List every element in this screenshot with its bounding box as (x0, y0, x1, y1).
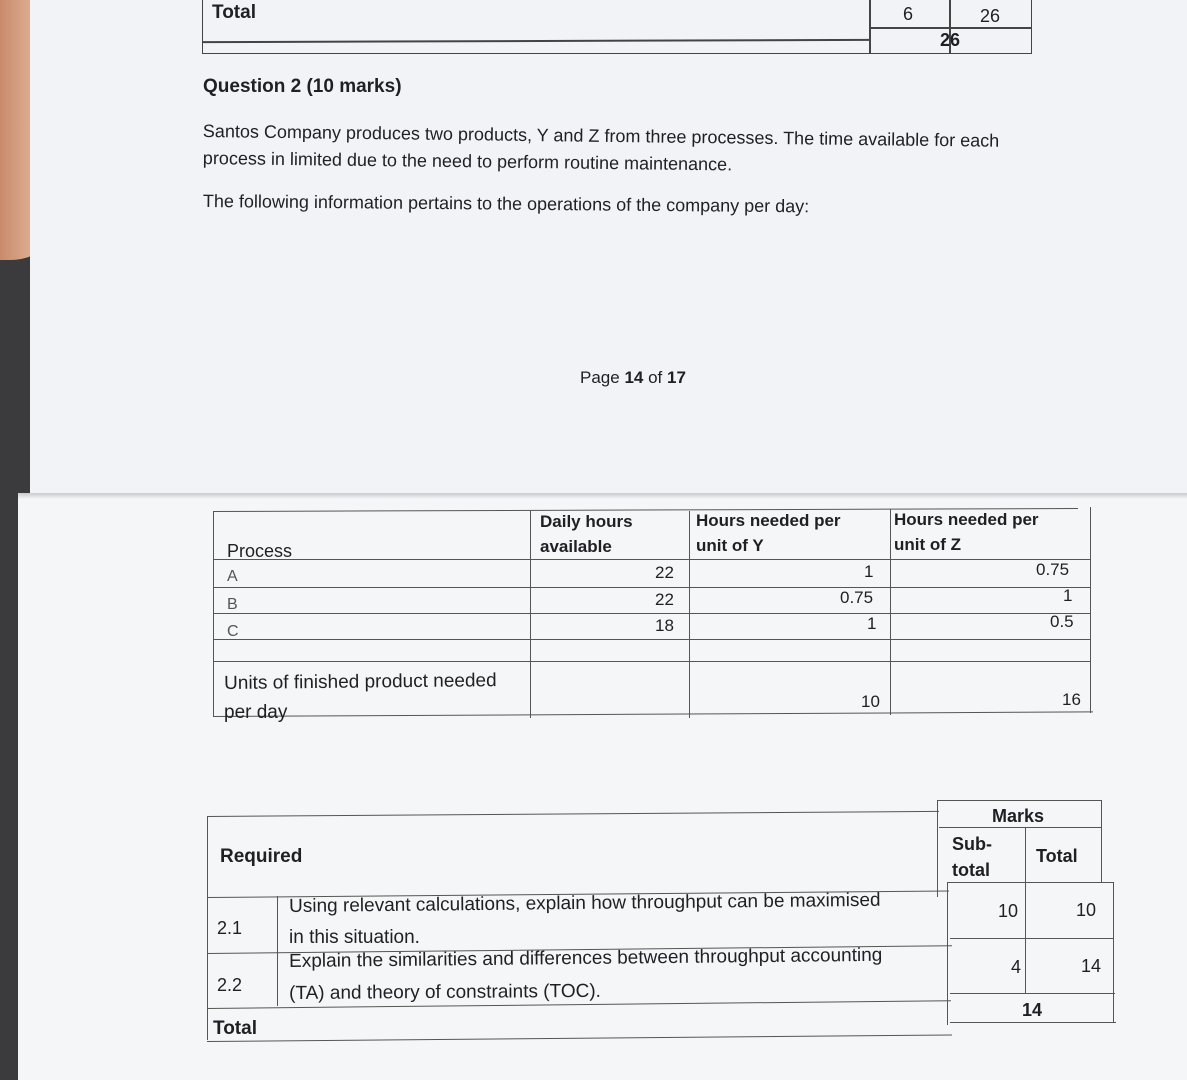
header-z-1: Hours needed per (894, 510, 1039, 529)
top-total-value: 26 (940, 30, 961, 50)
sheet-edge-shadow (18, 493, 1187, 499)
divider (947, 882, 948, 1025)
page-total: 17 (666, 368, 686, 387)
question-para1-line1: Santos Company produces two products, Y and Z from three processes. The time available for each (202, 121, 1000, 151)
item-2-2-line2: (TA) and theory of constraints (TOC). (289, 980, 601, 1004)
divider (869, 27, 1031, 29)
item-2-1-num: 2.1 (217, 918, 243, 938)
top-total-label: Total (212, 2, 256, 23)
item-2-2-num: 2.2 (217, 975, 243, 995)
divider (203, 39, 871, 43)
divider (213, 639, 1090, 640)
z-a: 0.75 (1036, 560, 1070, 579)
divider (689, 511, 690, 718)
process-c: C (227, 623, 239, 640)
page-prefix: Page (580, 368, 625, 387)
daily-c: 18 (655, 616, 674, 635)
top-value-a: 6 (903, 4, 914, 24)
question-para1-line2: process in limited due to the need to perform routine maintenance. (202, 148, 733, 175)
divider (1101, 800, 1102, 883)
marks-label: Marks (992, 806, 1045, 826)
subtotal-label-2: total (952, 860, 990, 880)
divider (213, 587, 1090, 588)
units-y: 10 (861, 692, 880, 711)
header-z-2: unit of Z (894, 535, 962, 554)
y-a: 1 (864, 562, 874, 581)
required-label: Required (220, 846, 303, 867)
divider (213, 711, 1093, 717)
divider (950, 1022, 1116, 1023)
daily-b: 22 (655, 590, 674, 609)
subtotal-label-1: Sub- (952, 834, 992, 854)
divider (947, 882, 1113, 883)
item-2-1-total: 10 (1076, 900, 1097, 920)
divider (937, 800, 938, 897)
daily-a: 22 (655, 563, 674, 582)
question-para2: The following information pertains to the operations of the company per day: (202, 191, 810, 217)
item-2-2-line1: Explain the similarities and differences between throughput accounting (289, 944, 883, 972)
y-b: 0.75 (840, 588, 874, 607)
item-2-2-sub: 4 (1011, 957, 1022, 977)
page-of: of (643, 368, 667, 387)
item-2-1-sub: 10 (998, 901, 1019, 921)
divider (207, 811, 939, 818)
divider (939, 827, 1101, 828)
divider (1113, 882, 1114, 1023)
divider (950, 993, 1115, 994)
divider (277, 896, 278, 1006)
divider (213, 613, 1090, 614)
required-total-value: 14 (1022, 1000, 1043, 1020)
divider (213, 661, 1090, 662)
page-current: 14 (624, 368, 644, 387)
divider (950, 938, 1113, 939)
header-daily-1: Daily hours (540, 512, 633, 531)
header-daily-2: available (540, 537, 612, 556)
divider (207, 816, 208, 1040)
units-label-1: Units of finished product needed (224, 670, 497, 694)
header-process: Process (227, 541, 293, 561)
page-top-sheet (30, 0, 1187, 493)
header-y-1: Hours needed per (696, 511, 841, 530)
process-a: A (227, 568, 238, 585)
divider (213, 559, 1090, 560)
divider (1025, 827, 1026, 994)
item-2-2-total: 14 (1081, 956, 1102, 976)
z-c: 0.5 (1050, 612, 1074, 631)
divider (1090, 507, 1091, 713)
divider (530, 511, 531, 718)
header-y-2: unit of Y (696, 536, 764, 555)
divider (937, 800, 1101, 801)
item-2-1-line2: in this situation. (289, 927, 420, 948)
process-b: B (227, 596, 238, 613)
page-number (580, 368, 686, 388)
units-label-2: per day (224, 702, 288, 723)
total-header: Total (1036, 846, 1078, 866)
z-b: 1 (1063, 586, 1073, 605)
item-2-1-line1: Using relevant calculations, explain how throughput can be maximised (289, 889, 881, 917)
divider (890, 509, 891, 715)
units-z: 16 (1062, 690, 1081, 709)
question-heading: Question 2 (10 marks) (203, 76, 402, 97)
divider (207, 1034, 952, 1042)
divider (213, 511, 214, 716)
top-value-b: 26 (980, 6, 1001, 26)
y-c: 1 (867, 614, 877, 633)
required-total-label: Total (213, 1018, 257, 1039)
